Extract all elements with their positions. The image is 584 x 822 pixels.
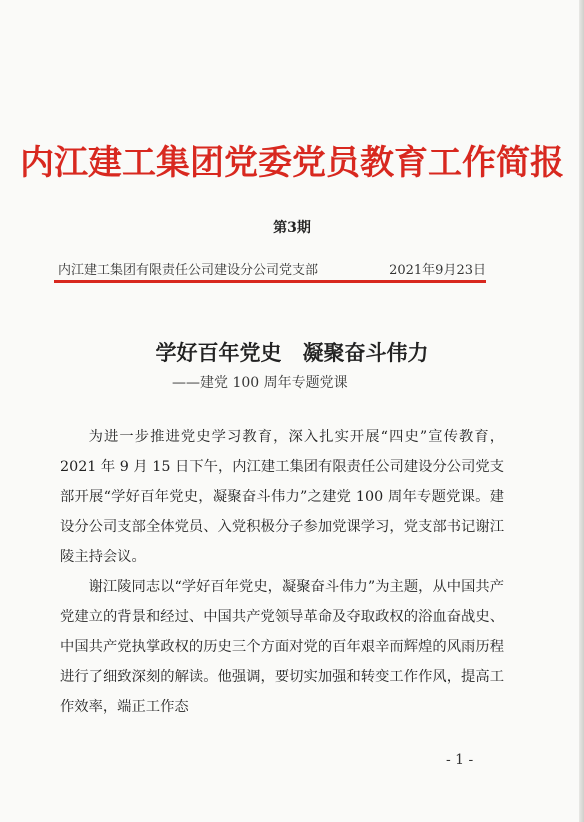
issuing-organization: 内江建工集团有限责任公司建设分公司党支部 bbox=[58, 263, 319, 278]
body-paragraph: 谢江陵同志以“学好百年党史，凝聚奋斗伟力”为主题，从中国共产党建立的背景和经过、中国共产党领导革命及夺取政权的浴血奋战史、中国共产党执掌政权的历史三个方面对党的百年艰辛而辉煌的风雨历程进行了细致深刻的解读。他强调，要切实加强和转变工作作风，提高工作效率，端正工作态 bbox=[60, 579, 504, 715]
article-title: 学好百年党史 凝聚奋斗伟力 bbox=[155, 340, 429, 365]
issue-date: 2021年9月23日 bbox=[389, 263, 486, 278]
page-edge-shadow bbox=[579, 0, 584, 822]
issue-number: 第3期 bbox=[273, 220, 311, 236]
body-paragraph: 为进一步推进党史学习教育，深入扎实开展“四史”宣传教育，2021 年 9 月 15 日下午，内江建工集团有限责任公司建设分公司党支部开展“学好百年党史，凝聚奋斗伟力”之建党 100 周年专题党课。建设分公司支部全体党员、入党积极分子参加党课学习，党支部书记谢江陵主持会议。 bbox=[60, 429, 504, 565]
page-number: - 1 - bbox=[446, 752, 474, 768]
issuer-row bbox=[58, 259, 486, 278]
red-separator-rule bbox=[54, 280, 486, 283]
bulletin-masthead: 内江建工集团党委党员教育工作简报 bbox=[20, 143, 564, 183]
article-body bbox=[60, 422, 504, 722]
article-subtitle: ——建党 100 周年专题党课 bbox=[172, 375, 348, 391]
